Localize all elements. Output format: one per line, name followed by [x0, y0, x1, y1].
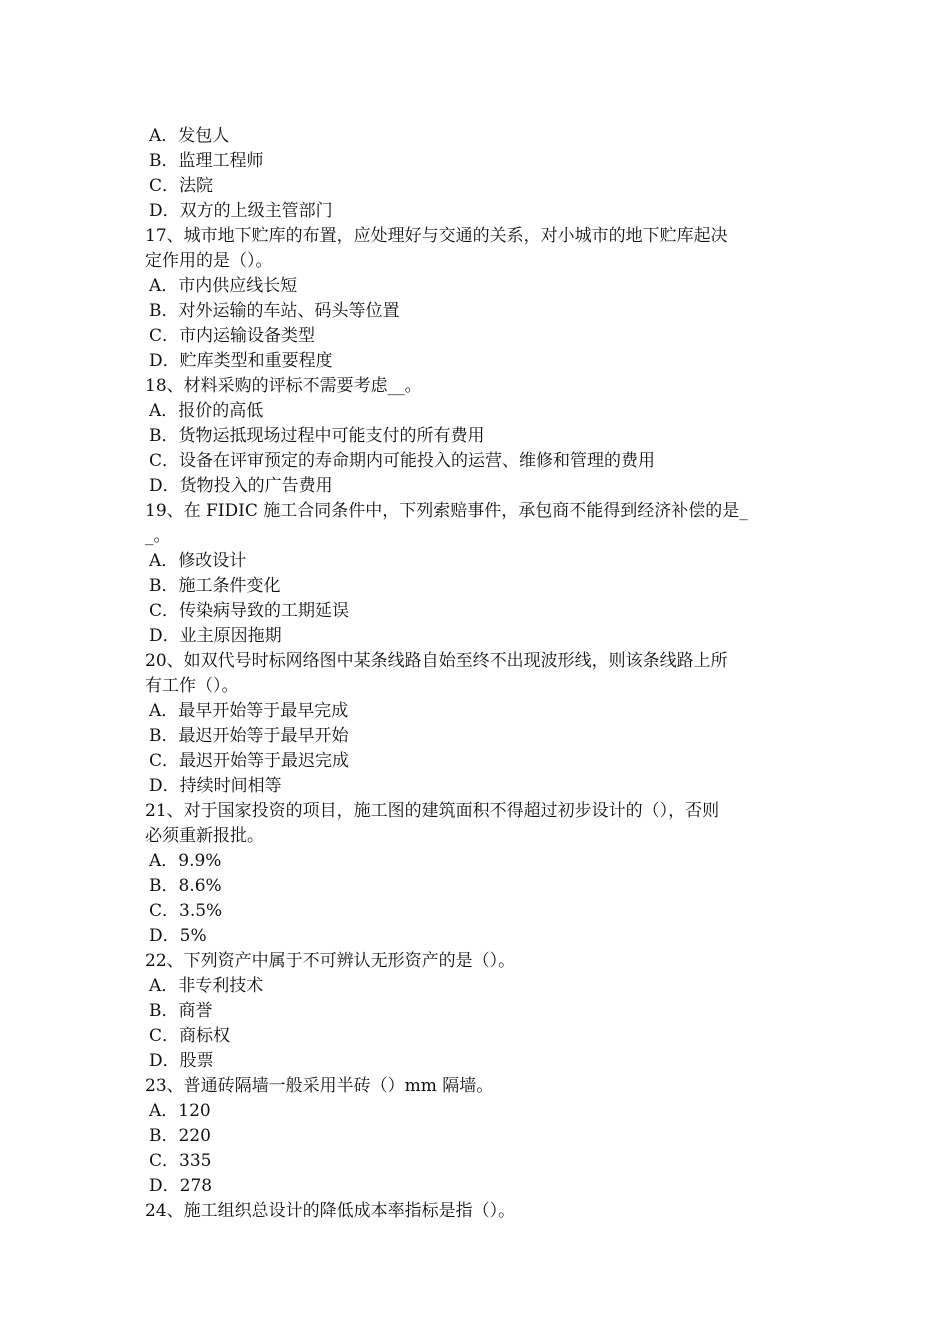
- answer-option: D．股票: [149, 1051, 214, 1071]
- answer-option: A．报价的高低: [149, 401, 264, 421]
- question-text: 21、对于国家投资的项目，施工图的建筑面积不得超过初步设计的（），否则: [145, 801, 720, 821]
- answer-option: B．商誉: [149, 1001, 213, 1021]
- answer-option: B．8.6%: [149, 876, 222, 896]
- answer-option: A．市内供应线长短: [149, 276, 298, 296]
- answer-option: B．对外运输的车站、码头等位置: [149, 301, 400, 321]
- answer-option: B．监理工程师: [149, 151, 264, 171]
- answer-option: A．9.9%: [149, 851, 222, 871]
- answer-option: D．双方的上级主管部门: [149, 201, 333, 221]
- answer-option: C．商标权: [149, 1026, 231, 1046]
- answer-option: C．335: [149, 1151, 212, 1171]
- question-text: 24、施工组织总设计的降低成本率指标是指（）。: [145, 1201, 516, 1221]
- answer-option: C．设备在评审预定的寿命期内可能投入的运营、维修和管理的费用: [149, 451, 656, 471]
- answer-option: C．市内运输设备类型: [149, 326, 316, 346]
- document-body: [145, 124, 810, 1224]
- question-text: 必须重新报批。: [145, 826, 264, 846]
- question-text: 19、在 FIDIC 施工合同条件中，下列索赔事件，承包商不能得到经济补偿的是_: [145, 501, 748, 521]
- question-text: _。: [145, 526, 171, 546]
- answer-option: B．220: [149, 1126, 211, 1146]
- answer-option: A．修改设计: [149, 551, 247, 571]
- answer-option: D．货物投入的广告费用: [149, 476, 333, 496]
- answer-option: C．法院: [149, 176, 214, 196]
- answer-option: D．278: [149, 1176, 213, 1196]
- answer-option: B．货物运抵现场过程中可能支付的所有费用: [149, 426, 485, 446]
- answer-option: A．发包人: [149, 126, 230, 146]
- question-text: 17、城市地下贮库的布置，应处理好与交通的关系，对小城市的地下贮库起决: [145, 226, 728, 246]
- question-text: 23、普通砖隔墙一般采用半砖（）mm 隔墙。: [145, 1076, 494, 1096]
- question-text: 22、下列资产中属于不可辨认无形资产的是（）。: [145, 951, 516, 971]
- answer-option: D．业主原因拖期: [149, 626, 282, 646]
- answer-option: D．持续时间相等: [149, 776, 282, 796]
- answer-option: C．3.5%: [149, 901, 223, 921]
- answer-option: B．施工条件变化: [149, 576, 281, 596]
- question-text: 18、材料采购的评标不需要考虑__。: [145, 376, 422, 396]
- answer-option: A．最早开始等于最早完成: [149, 701, 349, 721]
- answer-option: D．贮库类型和重要程度: [149, 351, 333, 371]
- question-text: 20、如双代号时标网络图中某条线路自始至终不出现波形线，则该条线路上所: [145, 651, 728, 671]
- answer-option: C．最迟开始等于最迟完成: [149, 751, 350, 771]
- question-text: 有工作（）。: [145, 676, 239, 696]
- answer-option: A．120: [149, 1101, 211, 1121]
- answer-option: A．非专利技术: [149, 976, 264, 996]
- question-text: 定作用的是（）。: [145, 251, 273, 271]
- answer-option: C．传染病导致的工期延误: [149, 601, 350, 621]
- answer-option: B．最迟开始等于最早开始: [149, 726, 349, 746]
- answer-option: D．5%: [149, 926, 207, 946]
